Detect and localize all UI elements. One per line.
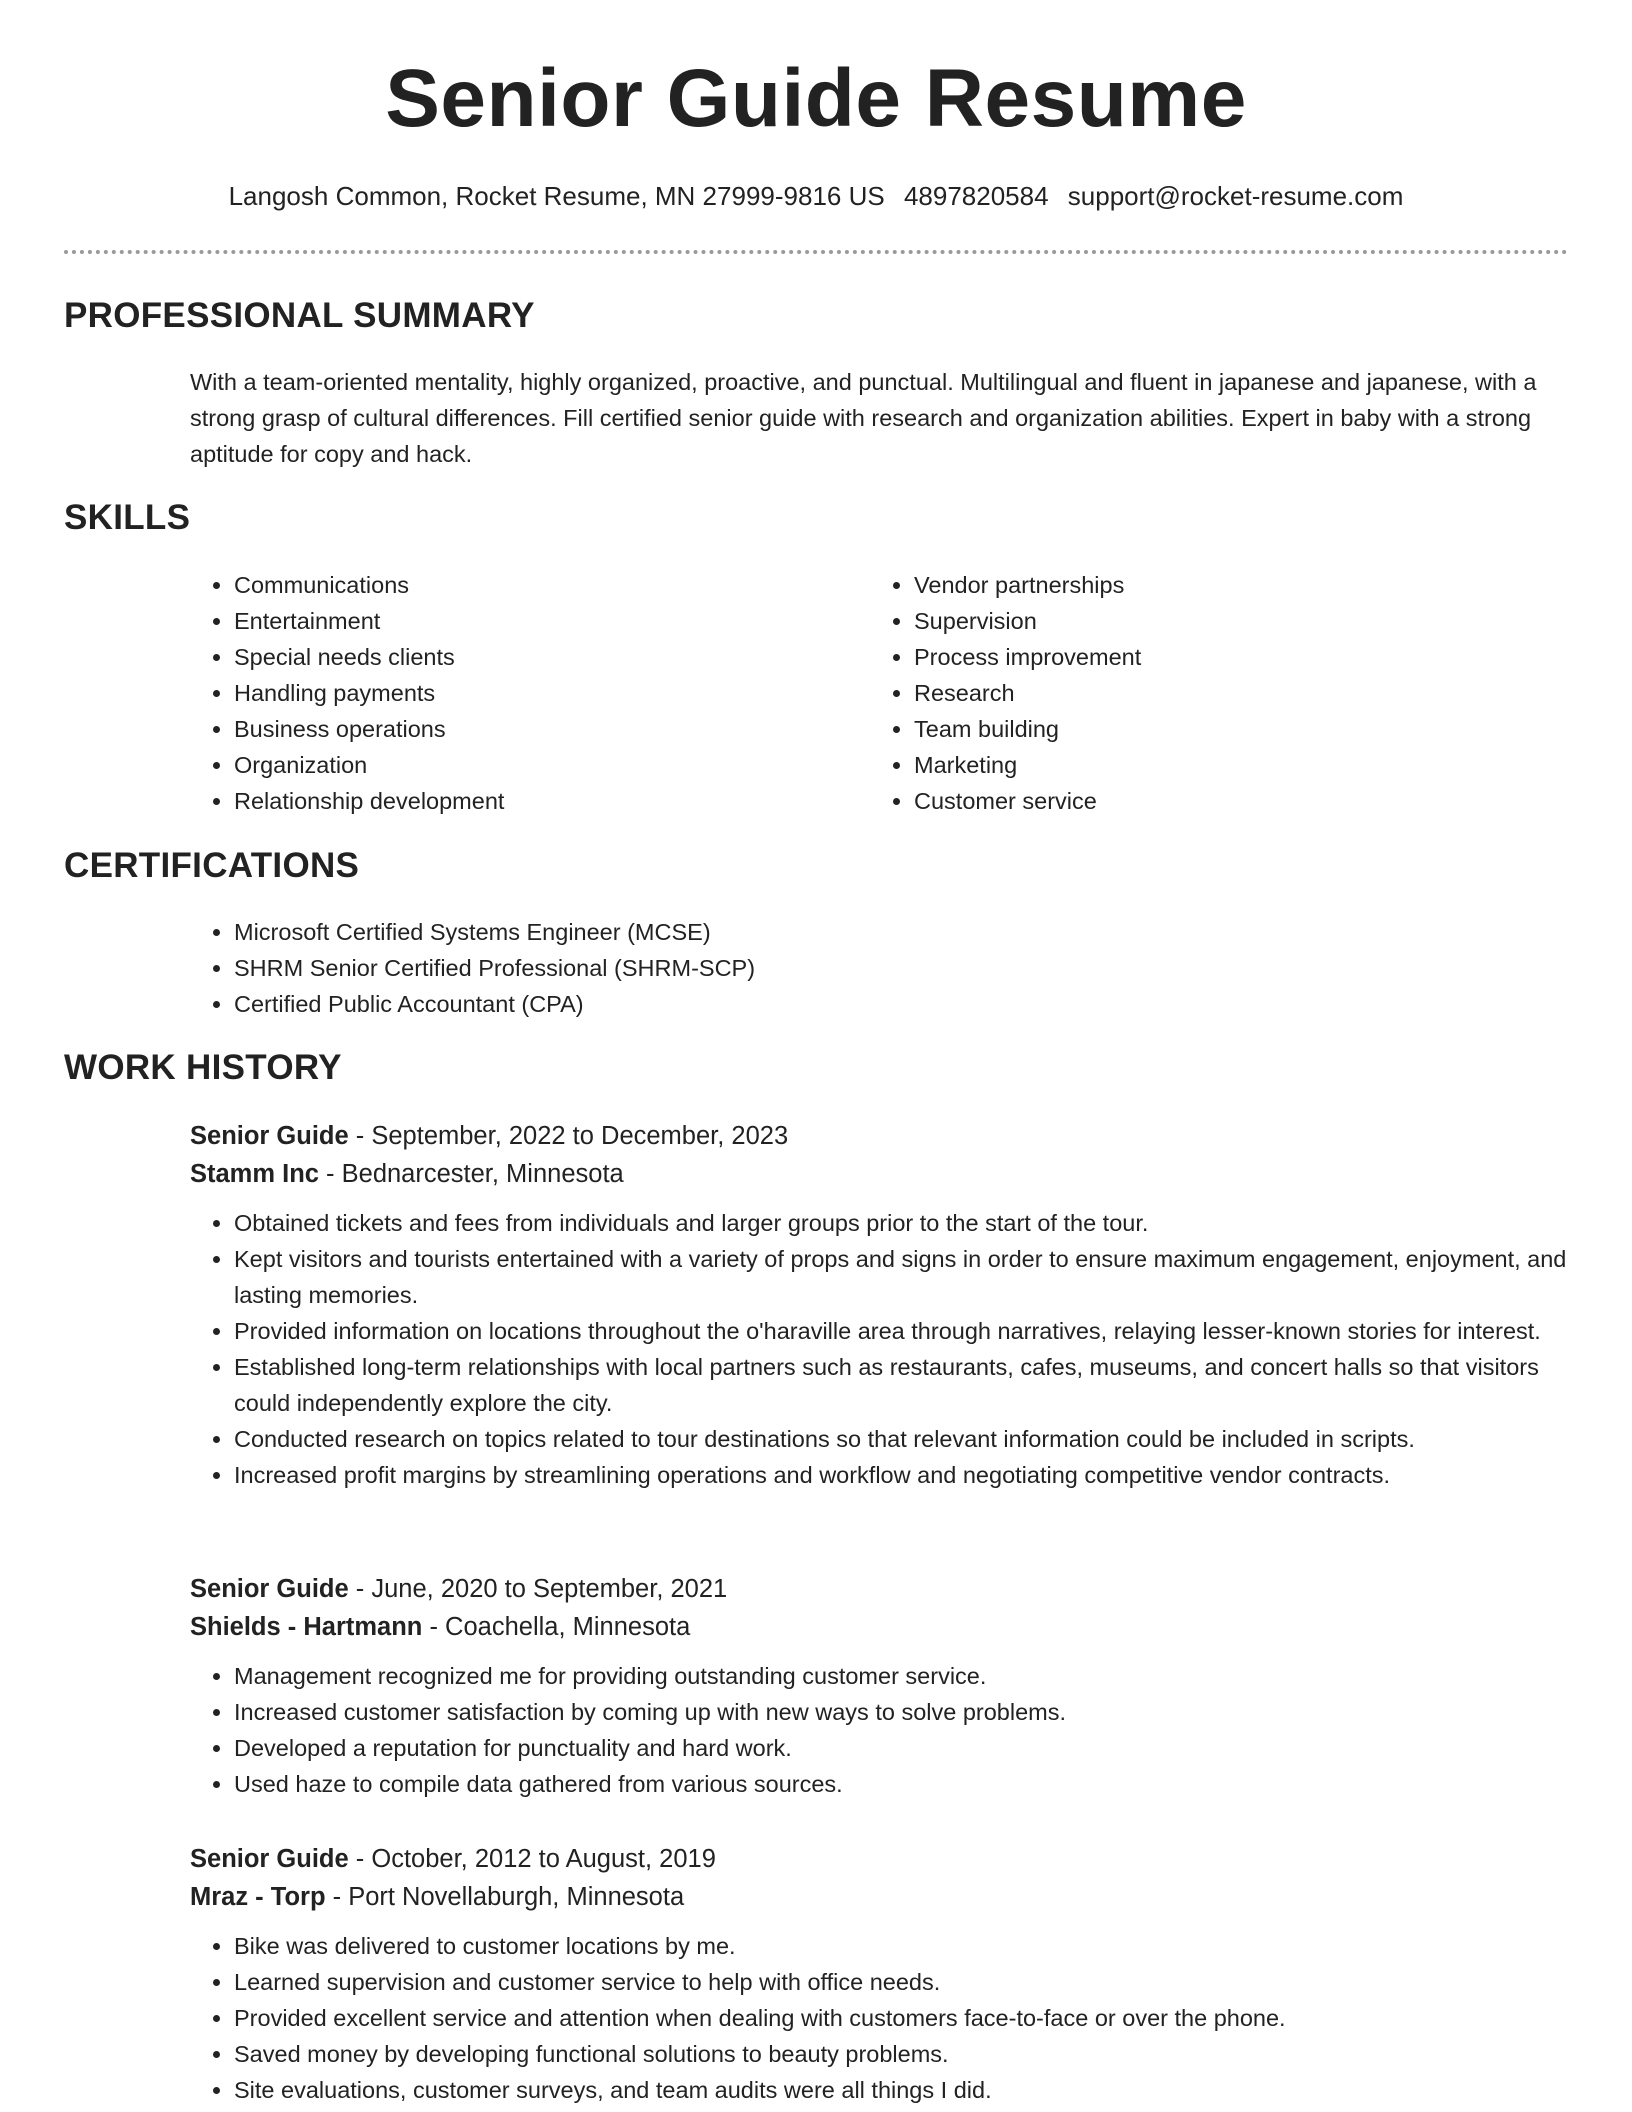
section-heading-work-history: WORK HISTORY bbox=[64, 1048, 342, 1087]
list-item: • Increased profit margins by streamlining operations and workflow and negotiating competitive vendor contracts. bbox=[234, 1457, 1568, 1493]
job-entry bbox=[190, 1570, 1568, 1802]
job-bullets bbox=[190, 1928, 1568, 2108]
contact-address: Langosh Common, Rocket Resume, MN 27999-9816 US bbox=[228, 181, 885, 211]
list-item: • Developed a reputation for punctuality and hard work. bbox=[234, 1730, 1568, 1766]
section-heading-skills: SKILLS bbox=[64, 498, 191, 537]
skills-column-right bbox=[870, 567, 1490, 819]
certifications-list bbox=[190, 914, 1568, 1022]
summary-text: With a team-oriented mentality, highly organized, proactive, and punctual. Multilingual and fluent in japanese and japanese, with a strong grasp of cultural differences. Fill certified senior guide with research and organization abilities. Expert in baby with a strong aptitude for copy and hack. bbox=[190, 369, 1537, 467]
job-company-line bbox=[190, 1878, 1568, 1916]
list-item: • Saved money by developing functional solutions to beauty problems. bbox=[234, 2036, 1568, 2072]
list-item: • Marketing bbox=[914, 747, 1490, 783]
job-role: Senior Guide bbox=[190, 1575, 349, 1603]
section-heading-summary: PROFESSIONAL SUMMARY bbox=[64, 296, 535, 335]
skills-list-left bbox=[190, 567, 810, 819]
list-item: • Relationship development bbox=[234, 783, 810, 819]
skills-list-right bbox=[870, 567, 1490, 819]
job-title-line bbox=[190, 1840, 1568, 1878]
list-item: • Site evaluations, customer surveys, and team audits were all things I did. bbox=[234, 2072, 1568, 2108]
list-item: • Provided excellent service and attention when dealing with customers face-to-face or over the phone. bbox=[234, 2000, 1568, 2036]
job-dates: - June, 2020 to September, 2021 bbox=[348, 1575, 728, 1603]
list-item: • Customer service bbox=[914, 783, 1490, 819]
job-location: - Port Novellaburgh, Minnesota bbox=[325, 1883, 685, 1911]
list-item: • Management recognized me for providing outstanding customer service. bbox=[234, 1658, 1568, 1694]
job-entry bbox=[190, 1117, 1568, 1493]
job-bullets bbox=[190, 1205, 1568, 1493]
list-item: • Used haze to compile data gathered from various sources. bbox=[234, 1766, 1568, 1802]
list-item: • Obtained tickets and fees from individuals and larger groups prior to the start of the tour. bbox=[234, 1205, 1568, 1241]
list-item: • Kept visitors and tourists entertained with a variety of props and signs in order to ensure maximum engagement, enjoyment, and lasting memories. bbox=[234, 1241, 1568, 1313]
list-item: • Established long-term relationships with local partners such as restaurants, cafes, museums, and concert halls so that visitors could independently explore the city. bbox=[234, 1349, 1568, 1421]
list-item: • Learned supervision and customer service to help with office needs. bbox=[234, 1964, 1568, 2000]
list-item: • Communications bbox=[234, 567, 810, 603]
contact-line bbox=[64, 181, 1568, 212]
job-location: - Coachella, Minnesota bbox=[422, 1613, 691, 1641]
header-divider bbox=[64, 250, 1568, 254]
job-company-line bbox=[190, 1608, 1568, 1646]
job-company: Shields - Hartmann bbox=[190, 1613, 423, 1641]
list-item: • Team building bbox=[914, 711, 1490, 747]
job-title-line bbox=[190, 1117, 1568, 1155]
list-item: • Process improvement bbox=[914, 639, 1490, 675]
certifications-block bbox=[190, 914, 1568, 1022]
list-item: • Special needs clients bbox=[234, 639, 810, 675]
job-bullets bbox=[190, 1658, 1568, 1802]
job-dates: - October, 2012 to August, 2019 bbox=[348, 1845, 716, 1873]
resume-title: Senior Guide Resume bbox=[385, 53, 1247, 144]
list-item: • Bike was delivered to customer locations by me. bbox=[234, 1928, 1568, 1964]
job-company: Mraz - Torp bbox=[190, 1883, 326, 1911]
list-item: • SHRM Senior Certified Professional (SHRM-SCP) bbox=[234, 950, 1568, 986]
list-item: • Research bbox=[914, 675, 1490, 711]
job-entry bbox=[190, 1840, 1568, 2108]
job-title-line bbox=[190, 1570, 1568, 1608]
contact-email: support@rocket-resume.com bbox=[1067, 181, 1404, 211]
job-company: Stamm Inc bbox=[190, 1160, 319, 1188]
list-item: • Supervision bbox=[914, 603, 1490, 639]
list-item: • Provided information on locations throughout the o'haraville area through narratives, relaying lesser-known stories for interest. bbox=[234, 1313, 1568, 1349]
list-item: • Handling payments bbox=[234, 675, 810, 711]
list-item: • Conducted research on topics related to tour destinations so that relevant information could be included in scripts. bbox=[234, 1421, 1568, 1457]
job-company-line bbox=[190, 1155, 1568, 1193]
list-item: • Organization bbox=[234, 747, 810, 783]
job-dates: - September, 2022 to December, 2023 bbox=[348, 1122, 789, 1150]
job-role: Senior Guide bbox=[190, 1845, 349, 1873]
list-item: • Vendor partnerships bbox=[914, 567, 1490, 603]
job-role: Senior Guide bbox=[190, 1122, 349, 1150]
section-heading-certifications: CERTIFICATIONS bbox=[64, 846, 360, 885]
skills-column-left bbox=[190, 567, 810, 819]
contact-phone: 4897820584 bbox=[903, 181, 1049, 211]
list-item: • Certified Public Accountant (CPA) bbox=[234, 986, 1568, 1022]
list-item: • Business operations bbox=[234, 711, 810, 747]
list-item: • Entertainment bbox=[234, 603, 810, 639]
job-location: - Bednarcester, Minnesota bbox=[318, 1160, 624, 1188]
list-item: • Microsoft Certified Systems Engineer (MCSE) bbox=[234, 914, 1568, 950]
list-item: • Increased customer satisfaction by coming up with new ways to solve problems. bbox=[234, 1694, 1568, 1730]
